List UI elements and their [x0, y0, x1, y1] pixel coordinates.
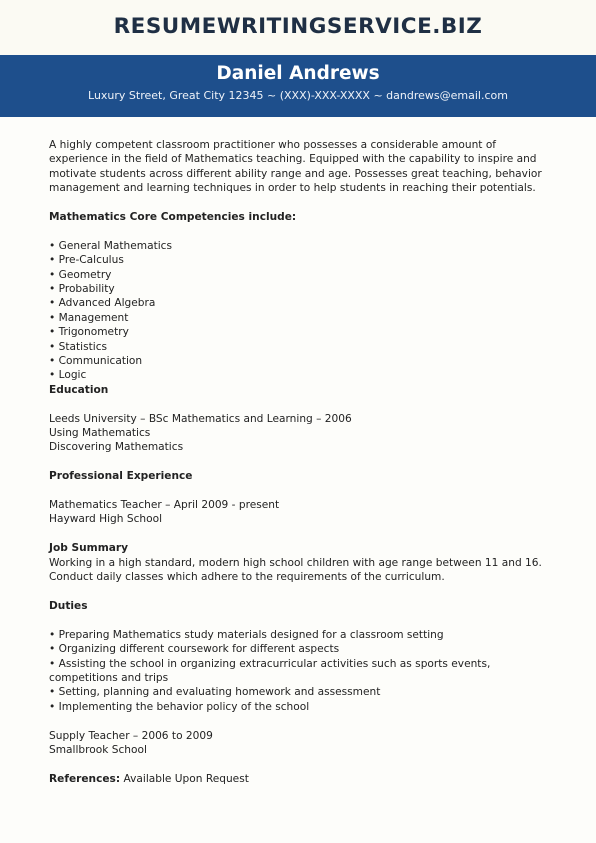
- summary-paragraph: A highly competent classroom practitioner who possesses a considerable amount of experience in the field of Mathematics teaching. Equipped with the capability to inspire and motivate students across different ability range and age. Possesses great teaching, behavior management and learning techniques in order to help students in reaching their potentials.: [49, 139, 542, 195]
- list-item: • Logic: [49, 368, 552, 382]
- job-summary-heading: Job Summary: [49, 542, 129, 555]
- education-line: Discovering Mathematics: [49, 441, 184, 454]
- list-item: • Probability: [49, 282, 552, 296]
- list-item: • Assisting the school in organizing extracurricular activities such as sports events, competitions and trips: [49, 657, 552, 686]
- contact-info: Luxury Street, Great City 12345 ~ (XXX)-XXX-XXXX ~ dandrews@email.com: [88, 89, 508, 102]
- role-title: Supply Teacher – 2006 to 2009: [49, 729, 213, 742]
- resume-body: [0, 117, 596, 786]
- education-line: Using Mathematics: [49, 427, 151, 440]
- resume-header: [0, 55, 596, 117]
- duties-heading: Duties: [49, 599, 88, 612]
- list-item: • Statistics: [49, 340, 552, 354]
- education-heading: Education: [49, 383, 109, 396]
- experience-heading: Professional Experience: [49, 470, 193, 483]
- list-item: • Trigonometry: [49, 325, 552, 339]
- competencies-heading: Mathematics Core Competencies include:: [49, 211, 297, 224]
- list-item: • General Mathematics: [49, 239, 552, 253]
- list-item: • Setting, planning and evaluating homework and assessment: [49, 685, 552, 699]
- candidate-name: Daniel Andrews: [216, 63, 380, 84]
- references-value: Available Upon Request: [123, 772, 249, 785]
- competencies-list: [49, 239, 552, 383]
- references-line: [49, 772, 552, 786]
- list-item: • Geometry: [49, 268, 552, 282]
- list-item: • Organizing different coursework for different aspects: [49, 642, 552, 656]
- role-school: Hayward High School: [49, 513, 163, 526]
- list-item: • Implementing the behavior policy of the school: [49, 700, 552, 714]
- job-summary-text: Working in a high standard, modern high school children with age range between 11 and 16. Conduct daily classes which adhere to the requirements of the curriculum.: [49, 556, 542, 584]
- list-item: • Communication: [49, 354, 552, 368]
- role-title: Mathematics Teacher – April 2009 - present: [49, 499, 280, 512]
- list-item: • Management: [49, 311, 552, 325]
- site-banner: [0, 0, 596, 55]
- duties-list: [49, 628, 552, 714]
- references-label: References:: [49, 772, 121, 785]
- education-line: Leeds University – BSc Mathematics and Learning – 2006: [49, 412, 352, 425]
- list-item: • Preparing Mathematics study materials designed for a classroom setting: [49, 628, 552, 642]
- list-item: • Advanced Algebra: [49, 296, 552, 310]
- site-name: RESUMEWRITINGSERVICE.BIZ: [113, 13, 483, 39]
- list-item: • Pre-Calculus: [49, 253, 552, 267]
- role-school: Smallbrook School: [49, 743, 147, 756]
